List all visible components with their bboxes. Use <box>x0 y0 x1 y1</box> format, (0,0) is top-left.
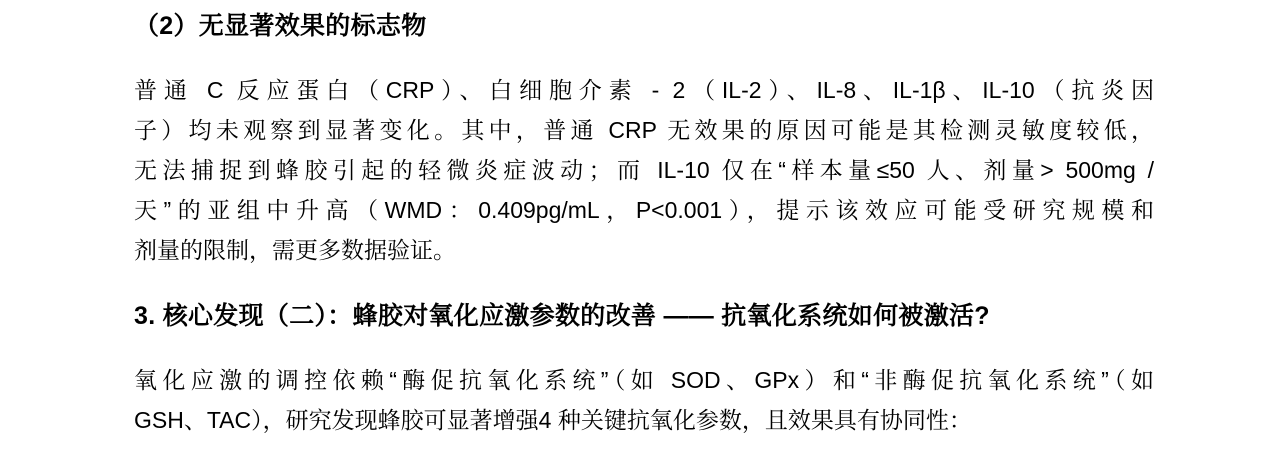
paragraph-line: 天”的亚组中升高（WMD：0.409pg/mL，P<0.001），提示该效应可能受研究规模和 <box>134 197 1154 223</box>
section-2-heading: 3. 核心发现（二）：蜂胶对氧化应激参数的改善 —— 抗氧化系统如何被激活? <box>134 302 990 330</box>
paragraph-line: 子）均未观察到显著变化。其中，普通 CRP 无效果的原因可能是其检测灵敏度较低， <box>134 117 1154 143</box>
paragraph-line: 氧化应激的调控依赖“酶促抗氧化系统”（如 SOD、GPx）和“非酶促抗氧化系统”（如 <box>134 367 1154 393</box>
paragraph-line: 无法捕捉到蜂胶引起的轻微炎症波动；而 IL-10 仅在“样本量≤50 人、剂量> 500mg / <box>134 157 1154 183</box>
paragraph-line: 剂量的限制，需更多数据验证。 <box>134 237 456 263</box>
paragraph-line: 普通 C 反应蛋白（CRP）、白细胞介素 - 2（IL-2）、IL-8、IL-1β、IL-10（抗炎因 <box>134 77 1154 103</box>
paragraph-line: GSH、TAC），研究发现蜂胶可显著增强4 种关键抗氧化参数，且效果具有协同性： <box>134 407 972 433</box>
section-1-paragraph <box>134 70 1154 270</box>
section-1-heading: （2）无显著效果的标志物 <box>134 12 427 40</box>
section-2-paragraph <box>134 360 1154 440</box>
